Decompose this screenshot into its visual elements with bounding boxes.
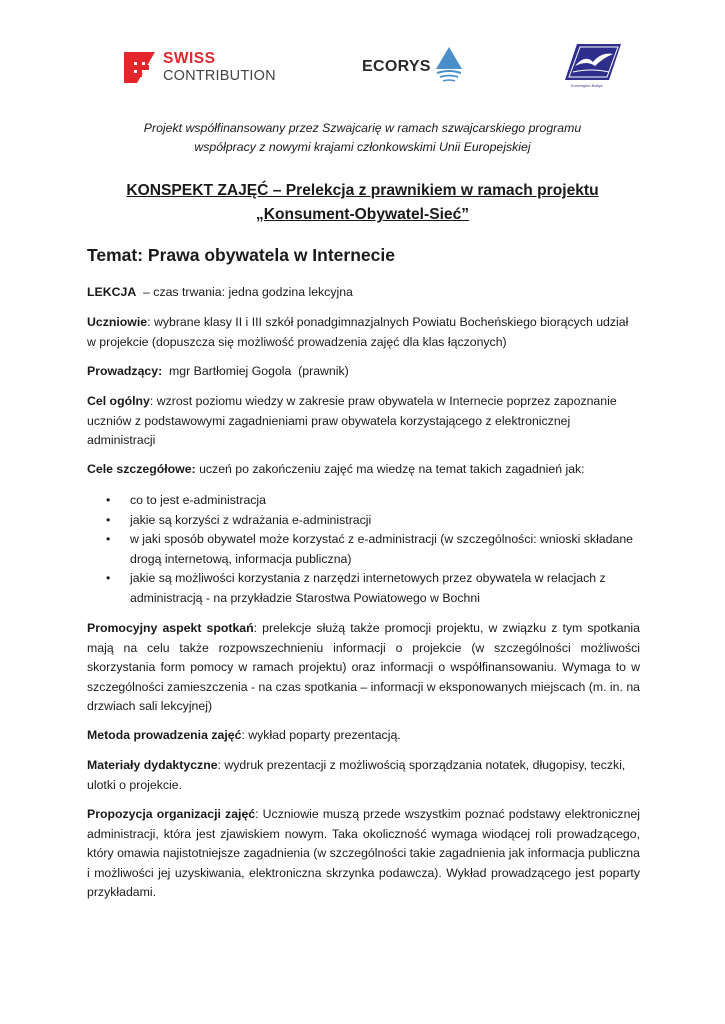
promocyjny-text: : prelekcje służą także promocji projektu, w związku z tym spotkania mają na celu także rozpowszechnieniu informacji o projekcie (w szczególności możliwości skorzystania form pomocy w ramach projektu) oraz informacji o współfinansowaniu. Wymaga to w szczególności zamieszczenia - na czas spotkania – informacji w eksponowanych miejscach (m. in. na drzwiach sali lekcyjnej) — [87, 621, 640, 713]
uczniowie-paragraph — [87, 313, 640, 352]
list-item — [87, 511, 647, 531]
euroregion-baltyk-logo — [563, 42, 623, 98]
cofinancing-note-line1: Projekt współfinansowany przez Szwajcarię w ramach szwajcarskiego programu — [143, 121, 582, 135]
metoda-text: : wykład poparty prezentacją. — [241, 728, 401, 742]
uczniowie-text: : wybrane klasy II i III szkół ponadgimnazjalnych Powiatu Bocheńskiego biorących udział w projekcie (dopuszcza się możliwość prowadzenia zajęć dla klas łączonych) — [87, 315, 629, 349]
uczniowie-label: Uczniowie — [87, 315, 148, 329]
materialy-text: : wydruk prezentacji z możliwością sporządzania notatek, długopisy, teczki, ulotki o projekcie. — [87, 758, 626, 792]
lekcja-paragraph — [87, 283, 640, 303]
bullet-icon: • — [106, 532, 111, 546]
propozycja-label: Propozycja organizacji zajęć — [87, 807, 256, 821]
document-title-line2: „Konsument-Obywatel-Sieć” — [255, 206, 470, 223]
list-item — [87, 491, 647, 511]
list-item-text: w jaki sposób obywatel może korzystać z e-administracji (w szczególności: wnioski składane drogą internetową, informacja publiczna) — [130, 532, 634, 566]
list-item — [87, 530, 647, 569]
swiss-logo-line1: SWISS — [163, 50, 216, 67]
promocyjny-label: Promocyjny aspekt spotkań — [87, 621, 254, 635]
materialy-paragraph — [87, 756, 640, 795]
swiss-contribution-logo — [124, 50, 276, 84]
list-item-text: jakie są korzyści z wdrażania e-administracji — [130, 512, 372, 527]
prowadzacy-text: mgr Bartłomiej Gogola (prawnik) — [162, 364, 349, 378]
bullet-icon: • — [106, 493, 111, 507]
lesson-topic: Temat: Prawa obywatela w Internecie — [87, 245, 395, 265]
bullet-icon: • — [106, 571, 111, 585]
cel-ogolny-label: Cel ogólny — [87, 394, 150, 408]
cel-ogolny-text: : wzrost poziomu wiedzy w zakresie praw obywatela w Internecie poprzez zapoznanie uczniów z podstawowymi zagadnieniami praw obywatela korzystającego z elektronicznej administracji — [87, 394, 617, 447]
prowadzacy-label: Prowadzący: — [87, 364, 163, 378]
lekcja-label: LEKCJA — [87, 285, 137, 299]
document-title-line1: KONSPEKT ZAJĘĆ – Prelekcja z prawnikiem w ramach projektu — [126, 182, 599, 199]
ecorys-triangle-icon — [435, 47, 463, 85]
materialy-label: Materiały dydaktyczne — [87, 758, 218, 772]
cele-szczegolowe-text: uczeń po zakończeniu zajęć ma wiedzę na temat takich zagadnień jak: — [195, 462, 585, 476]
euroregion-caption: Euroregion Bałtyk — [571, 83, 603, 88]
bullet-icon: • — [106, 512, 111, 527]
propozycja-paragraph — [87, 805, 640, 903]
objectives-list — [87, 491, 647, 608]
cele-szczegolowe-paragraph — [87, 460, 640, 480]
ecorys-logo-text: ECORYS — [362, 58, 431, 75]
swiss-logo-line2: CONTRIBUTION — [163, 67, 276, 84]
prowadzacy-paragraph — [87, 362, 640, 382]
list-item — [87, 569, 647, 608]
propozycja-text: : Uczniowie muszą przede wszystkim poznać podstawy elektronicznej administracji, która jest zjawiskiem nowym. Taka okoliczność wymaga wiodącej roli prowadzącego, który omawia najistotniejsze zagadnienia (w szczególności takie zagadnienia jak informacja publiczna i możliwości jej uzyskiwania, elektroniczna skrzynka podawcza). Wykład prowadzącego jest poparty przykładami. — [87, 807, 640, 899]
cofinancing-note-line2: współpracy z nowymi krajami członkowskimi Unii Europejskiej — [194, 140, 531, 154]
list-item-text: co to jest e-administracja — [130, 493, 267, 507]
lekcja-text: – czas trwania: jedna godzina lekcyjna — [136, 285, 353, 299]
metoda-paragraph — [87, 726, 640, 746]
cele-szczegolowe-label: Cele szczegółowe: — [87, 462, 196, 476]
swiss-cross-icon — [124, 52, 155, 83]
list-item-text: jakie są możliwości korzystania z narzędzi internetowych przez obywatela w relacjach z administracją - na przykładzie Starostwa Powiatowego w Bochni — [130, 571, 606, 605]
cel-ogolny-paragraph — [87, 392, 640, 451]
ecorys-logo — [362, 46, 463, 86]
seagull-emblem-icon — [563, 42, 623, 82]
cofinancing-note — [80, 119, 645, 157]
document-title — [60, 179, 665, 227]
metoda-label: Metoda prowadzenia zajęć — [87, 728, 242, 742]
promocyjny-paragraph — [87, 619, 640, 717]
